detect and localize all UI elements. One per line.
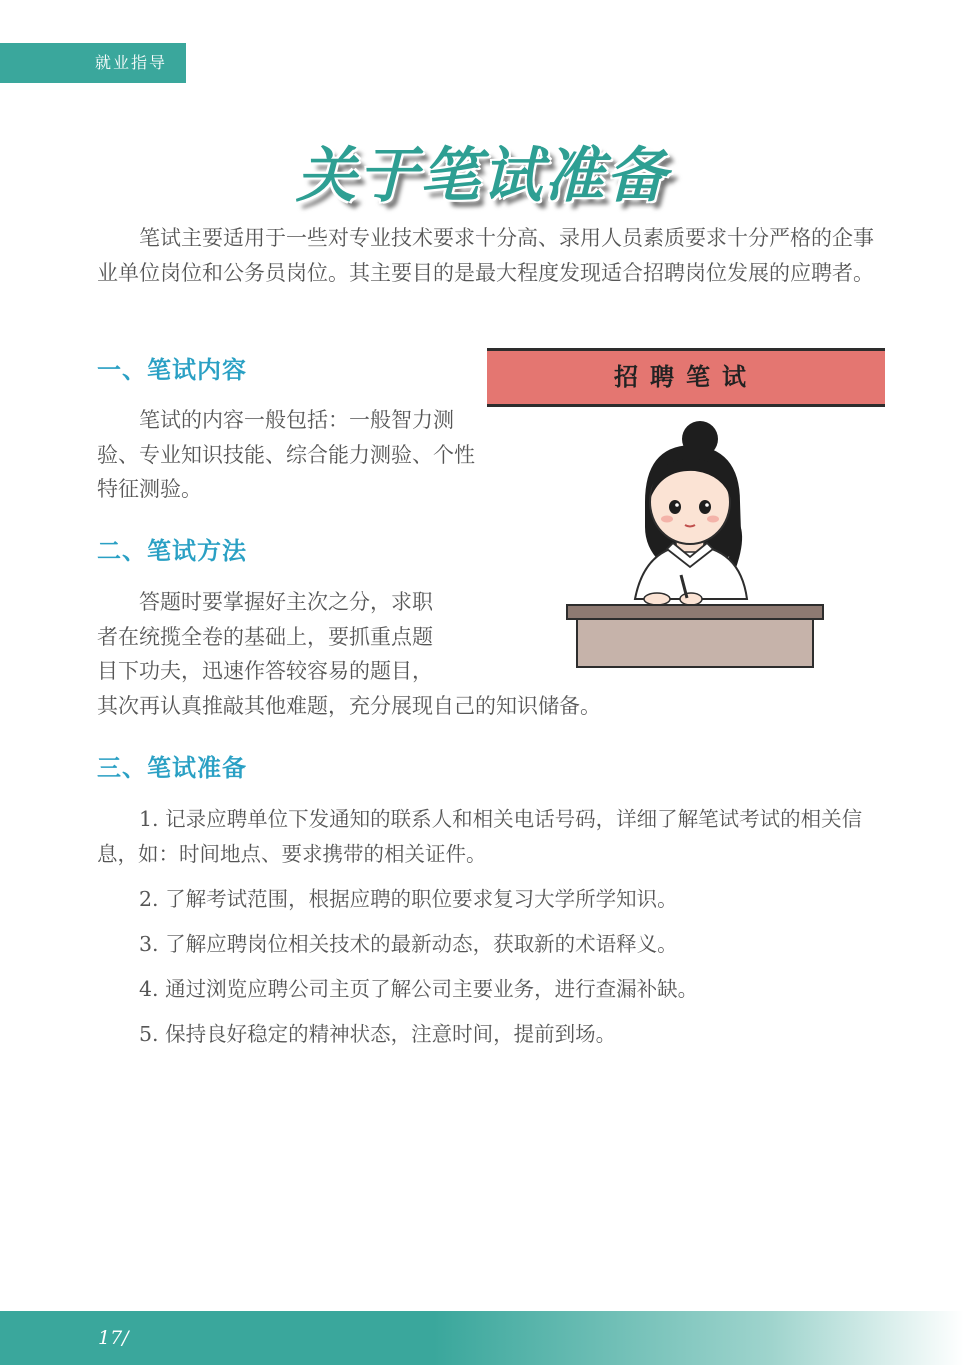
page-footer-band [0, 1311, 964, 1365]
prep-item: 1. 记录应聘单位下发通知的联系人和相关电话号码，详细了解笔试考试的相关信息，如：时间地点、要求携带的相关证件。 [97, 807, 863, 866]
page-number: 17/ [98, 1327, 129, 1349]
section-tag: 就业指导 [0, 43, 186, 83]
page-title: 关于笔试准备 [296, 141, 668, 211]
heading-written-test-method: 二、笔试方法 [97, 537, 247, 565]
prep-item: 4. 通过浏览应聘公司主页了解公司主要业务，进行查漏补缺。 [139, 977, 699, 1001]
method-line: 其次再认真推敲其他难题，充分展现自己的知识储备。 [97, 693, 601, 718]
heading-written-test-content: 一、笔试内容 [97, 356, 247, 384]
prep-item: 3. 了解应聘岗位相关技术的最新动态，获取新的术语释义。 [139, 932, 678, 956]
illustration-banner: 招聘笔试 [487, 348, 885, 407]
heading-written-test-prep: 三、笔试准备 [97, 754, 247, 782]
intro-paragraph: 笔试主要适用于一些对专业技术要求十分高、录用人员素质要求十分严格的企事业单位岗位和公务员岗位。其主要目的是最大程度发现适合招聘岗位发展的应聘者。 [97, 226, 874, 285]
method-line: 答题时要掌握好主次之分，求职 [139, 590, 433, 614]
prep-item: 2. 了解考试范围，根据应聘的职位要求复习大学所学知识。 [139, 887, 678, 911]
method-line: 者在统揽全卷的基础上，要抓重点题 [97, 624, 433, 649]
method-line: 目下功夫，迅速作答较容易的题目， [97, 659, 433, 683]
prep-item: 5. 保持良好稳定的精神状态，注意时间，提前到场。 [139, 1022, 617, 1046]
written-test-content-paragraph: 笔试的内容一般包括：一般智力测验、专业知识技能、综合能力测验、个性特征测验。 [97, 408, 475, 501]
woman-writing-exam-icon [495, 407, 885, 672]
